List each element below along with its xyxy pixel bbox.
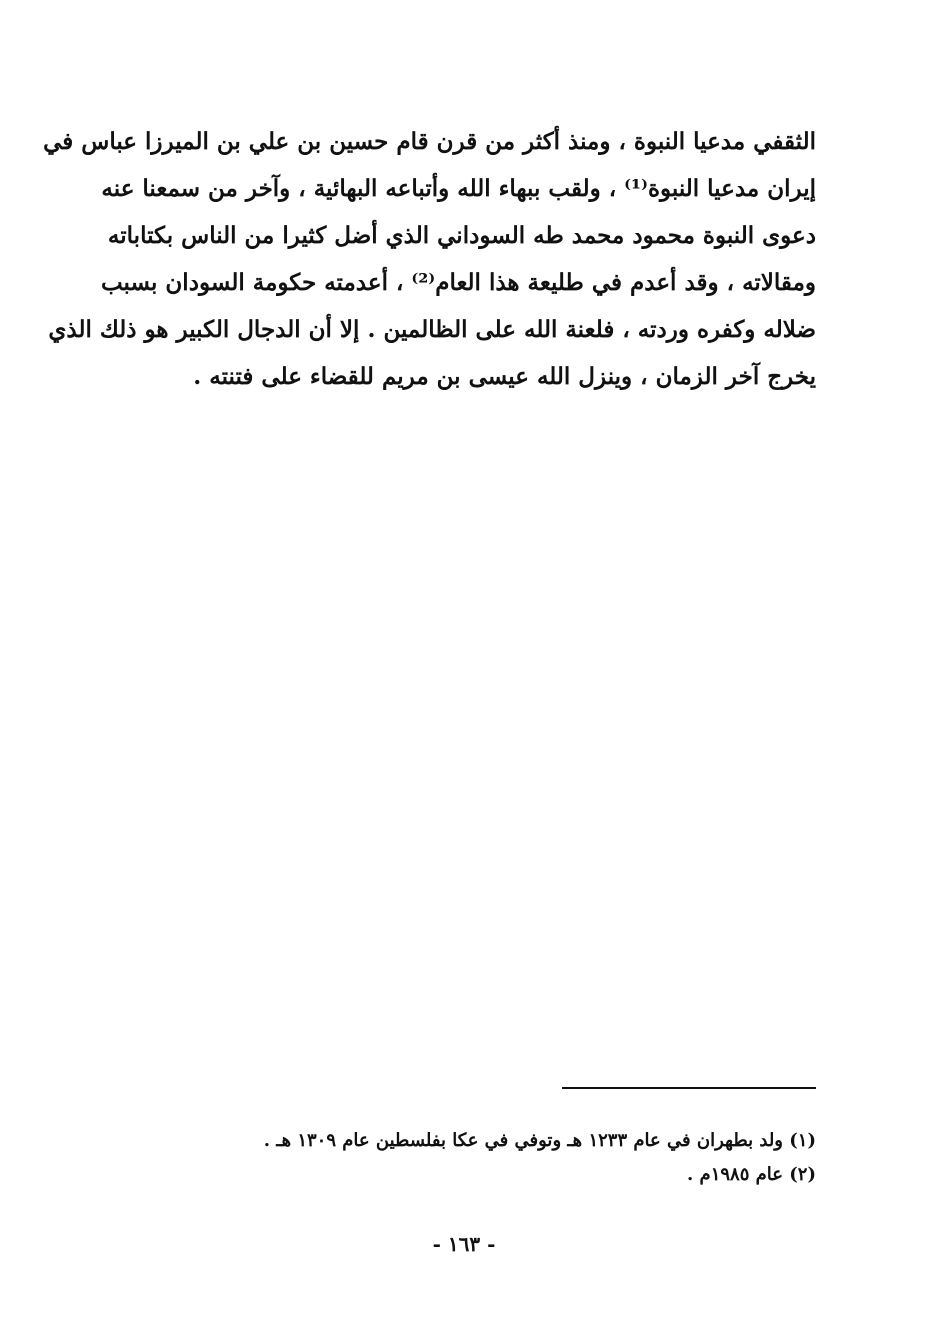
footnotes [263,1124,816,1192]
page-number: - ١٦٣ - [432,1232,496,1256]
paragraph-line-6: يخرج آخر الزمان ، وينزل الله عيسى بن مريم للقضاء على فتنته . [193,363,816,390]
paragraph-line-3: دعوى النبوة محمود محمد طه السوداني الذي أضل كثيرا من الناس بكتاباته [107,222,816,249]
footnote-separator [562,1087,816,1089]
paragraph-line-1: الثقفي مدعيا النبوة ، ومنذ أكثر من قرن قام حسين بن علي بن الميرزا عباس في [43,128,816,155]
footnote-2: (٢) عام ١٩٨٥م . [687,1164,816,1185]
paragraph-line-4: ومقالاته ، وقد أعدم في طليعة هذا العام⁽²⁾ ، أعدمته حكومة السودان بسبب [100,269,816,296]
paragraph-line-2: إيران مدعيا النبوة⁽¹⁾ ، ولقب ببهاء الله وأتباعه البهائية ، وآخر من سمعنا عنه [101,175,816,202]
main-paragraph [43,118,816,400]
paragraph-line-5: ضلاله وكفره وردته ، فلعنة الله على الظالمين . إلا أن الدجال الكبير هو ذلك الذي [48,316,816,343]
footnote-1: (١) ولد بطهران في عام ١٢٣٣ هـ وتوفي في عكا بفلسطين عام ١٣٠٩ هـ . [263,1130,816,1151]
